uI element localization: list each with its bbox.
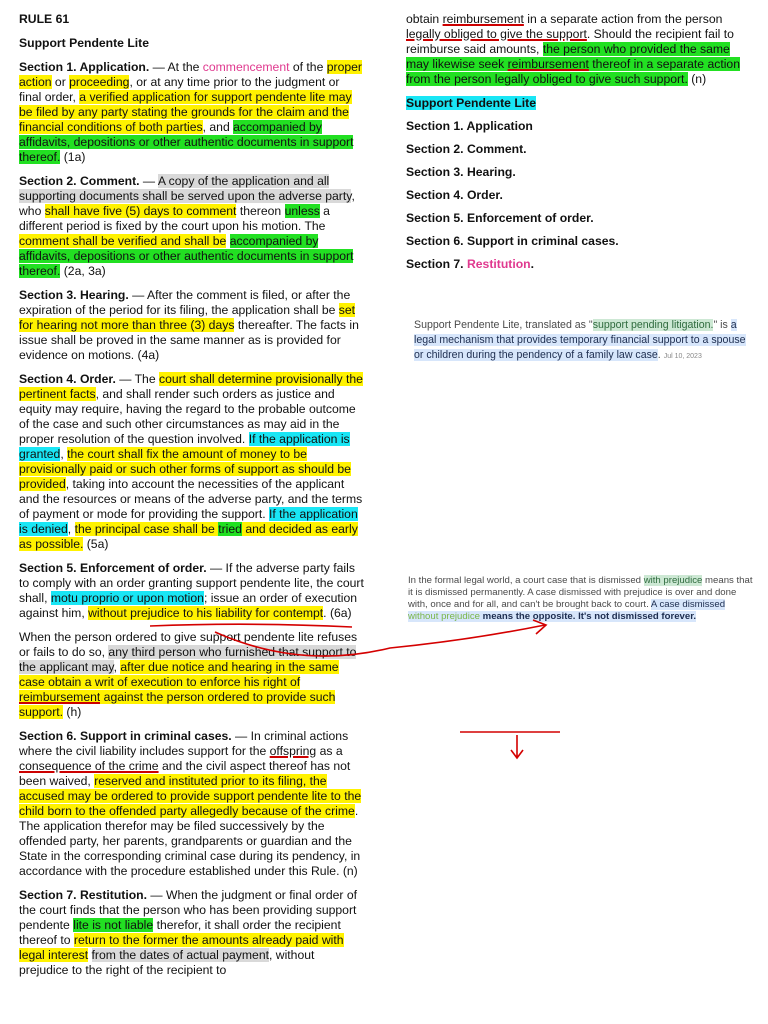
text: obtain (406, 12, 443, 26)
text: — At the (149, 60, 203, 74)
highlight-green: tried (218, 522, 242, 536)
text: , taking into account the necessities of the applicant and the resources or means of the adverse party, and the terms of payment or mode for providing the support. (19, 477, 363, 521)
highlight-yellow-underlined: reimbursement (19, 690, 101, 704)
toc-item: Section 2. Comment. (406, 142, 527, 156)
highlight-yellow: the court shall fix the amount of money to be provisionally paid or such other forms of support as should be provided (19, 447, 351, 491)
section-5-heading: Section 5. Enforcement of order. (19, 561, 207, 575)
rule-subtitle: Support Pendente Lite (19, 36, 150, 50)
section-6-criminal (19, 729, 364, 879)
snippet-date: Jul 10, 2023 (663, 353, 702, 360)
section-4-heading: Section 4. Order. (19, 372, 116, 386)
text: (2a, 3a) (60, 264, 106, 278)
highlight-cyan: If the application is granted (19, 432, 350, 461)
highlight-yellow: a verified application for support pendente lite may be filed by any party stating the grounds for the claim and the financial conditions of both parties (19, 90, 352, 134)
section-5-paragraph-2 (19, 630, 364, 720)
table-of-contents (406, 96, 746, 272)
snippet-highlight: a legal mechanism that provides temporary financial support to a spouse or children during the pendency of a family law case (414, 319, 746, 361)
section-1-application (19, 60, 364, 165)
highlight-green: the person who provided the same may likewise seek (406, 42, 730, 71)
text-underlined: legally obliged to give the support (406, 27, 587, 41)
text: means that it is dismissed permanently. A case dismissed with prejudice is over and done with, once and for all, and can't be brought back to court. (408, 575, 753, 610)
left-column (19, 12, 364, 987)
section-7-restitution (19, 888, 364, 978)
snippet-highlight: means the opposite. It's not dismissed forever. (480, 611, 697, 622)
text: . (6a) (323, 606, 352, 620)
text: , (67, 522, 75, 536)
text: thereon (236, 204, 285, 218)
toc-title: Support Pendente Lite (406, 96, 537, 110)
highlight-yellow: court shall determine provisionally the pertinent facts (19, 372, 363, 401)
text: When the person ordered to give support pendente lite refuses or fails to do so, (19, 630, 358, 659)
right-column (406, 12, 746, 280)
text: or (51, 75, 70, 89)
text: Support Pendente Lite, translated as " (414, 319, 593, 331)
rule-title: RULE 61 (19, 12, 70, 26)
text: — When the judgment or final order of the court finds that the person who has been providing support pendente (19, 888, 357, 932)
text: thereafter. The facts in issue shall be proved in the same manner as is provided for evidence on motions. (4a) (19, 318, 359, 362)
highlight-gray: any third person who furnished that support to the applicant may (19, 645, 357, 674)
text: . The application therefor may be filed successively by the offended party, her parents, grandparents or guardian and the State in the corresponding criminal case during its pendency, in accordance with the procedure established under this Rule. (n) (19, 804, 361, 878)
text-pink: Restitution (466, 257, 531, 271)
text: Section 7. (406, 257, 467, 271)
section-2-heading: Section 2. Comment. (19, 174, 140, 188)
text: (1a) (60, 150, 86, 164)
text: (5a) (83, 537, 109, 551)
snippet-highlight: with prejudice (643, 575, 703, 586)
toc-item: Section 1. Application (406, 119, 533, 133)
highlight-yellow: reserved and instituted prior to its filing, the accused may be ordered to provide support pendente lite to the child born to the offended party allegedly because of the crime (19, 774, 362, 818)
highlight-green: accompanied by affidavits, depositions or other authentic documents in support thereof. (19, 234, 354, 278)
highlight-yellow: set for hearing not more than three (3) days (19, 303, 356, 332)
text: , (60, 447, 68, 461)
search-snippet-prejudice (408, 575, 753, 623)
text: , (113, 660, 121, 674)
text: , who (19, 189, 355, 218)
toc-item (406, 257, 746, 272)
text: . (530, 257, 534, 271)
text: , and shall render such orders as justice and equity may require, having the regard to the probable outcome of the case and such other circumstances as may aid in the proper resolution of the question involved. (19, 387, 356, 446)
highlight-yellow: without prejudice to his liability for contempt (88, 606, 324, 620)
search-snippet-definition (414, 318, 750, 364)
highlight-cyan: motu proprio or upon motion (50, 591, 204, 605)
section-6-heading: Section 6. Support in criminal cases. (19, 729, 232, 743)
highlight-green: unless (284, 204, 320, 218)
snippet-highlight: support pending litigation. (592, 319, 714, 331)
text: in a separate action from the person (523, 12, 723, 26)
text: In the formal legal world, a court case that is dismissed (408, 575, 644, 586)
text: . Should the recipient fail to reimburse said amounts, (406, 27, 734, 56)
text: — The (115, 372, 159, 386)
text: (h) (63, 705, 82, 719)
snippet-highlight: A case dismissed (650, 599, 726, 610)
text: , and (202, 120, 234, 134)
text: therefor, it shall order the recipient thereof to (19, 918, 341, 947)
highlight-cyan: If the application is denied (19, 507, 358, 536)
highlight-yellow: the principal case shall be (74, 522, 219, 536)
text: " is (713, 319, 731, 331)
text: — If the adverse party fails to comply with an order granting support pendente lite, the court shall, (19, 561, 364, 605)
toc-item: Section 4. Order. (406, 188, 503, 202)
highlight-green: lite is not liable (73, 918, 154, 932)
section-3-hearing (19, 288, 364, 363)
text: (n) (687, 72, 707, 86)
snippet-highlight: without prejudice (408, 611, 480, 622)
text: . (657, 349, 661, 361)
highlight-yellow: return to the former the amounts already paid with legal interest (19, 933, 344, 962)
highlight-yellow: against the person ordered to provide such support. (19, 690, 336, 719)
toc-item: Section 5. Enforcement of order. (406, 211, 594, 225)
toc-item: Section 3. Hearing. (406, 165, 516, 179)
text-pink: commencement (202, 60, 290, 74)
highlight-green: thereof in a separate action from the person legally obliged to give such support. (406, 57, 740, 86)
text: , without prejudice to the right of the recipient to (19, 948, 315, 977)
text: and the civil aspect thereof has not been waived, (19, 759, 351, 788)
highlight-yellow: and decided as early as possible. (19, 522, 358, 551)
highlight-yellow: comment shall be verified and shall be (19, 234, 227, 248)
text: ; issue an order of execution against him, (19, 591, 358, 620)
section-3-heading: Section 3. Hearing. (19, 288, 129, 302)
highlight-gray: A copy of the application and all supporting documents shall be served upon the adverse party (19, 174, 352, 203)
text: of the (289, 60, 327, 74)
text: , or at any time prior to the judgment or final order, (19, 75, 340, 104)
text: as a (316, 744, 343, 758)
section-7-heading: Section 7. Restitution. (19, 888, 147, 902)
highlight-green-underlined: reimbursement (507, 57, 589, 71)
text-underlined: reimbursement (442, 12, 524, 26)
highlight-yellow: after due notice and hearing in the same case obtain a writ of execution to enforce his right of (19, 660, 339, 689)
section-5-enforcement (19, 561, 364, 621)
highlight-yellow: proper action (19, 60, 362, 89)
text (88, 948, 91, 962)
section-7-continuation (406, 12, 746, 87)
section-1-heading: Section 1. Application. (19, 60, 150, 74)
toc-item: Section 6. Support in criminal cases. (406, 234, 619, 248)
text-underlined: offspring (269, 744, 317, 758)
text: — In criminal actions where the civil liability includes support for the (19, 729, 349, 758)
highlight-green: accompanied by affidavits, depositions or other authentic documents in support thereof. (19, 120, 354, 164)
text: a different period is fixed by the court upon his motion. The (19, 204, 330, 233)
section-4-order (19, 372, 364, 552)
highlight-yellow: proceeding (69, 75, 130, 89)
highlight-gray: from the dates of actual payment (91, 948, 269, 962)
section-2-comment (19, 174, 364, 279)
text-underlined: consequence of the crime (19, 759, 159, 773)
pen-arrow-down (511, 735, 523, 758)
highlight-yellow: shall have five (5) days to comment (44, 204, 237, 218)
text: — (139, 174, 158, 188)
text: — After the comment is filed, or after the expiration of the period for its filing, the application shall be (19, 288, 351, 317)
